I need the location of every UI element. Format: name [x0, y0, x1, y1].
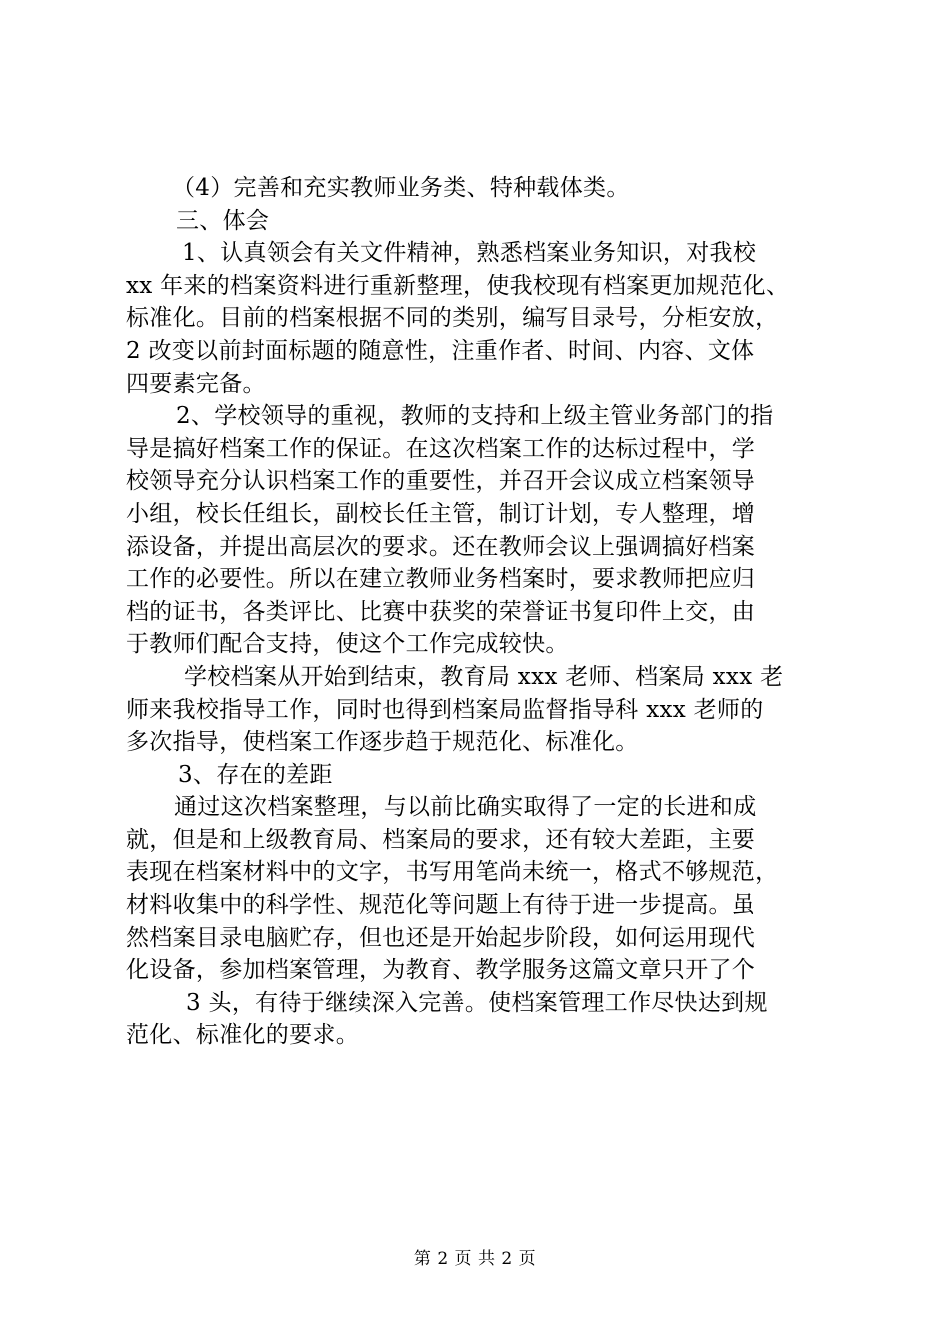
text-line: 添设备，并提出高层次的要求。还在教师会议上强调搞好档案 [126, 533, 756, 560]
text-line: 通过这次档案整理，与以前比确实取得了一定的长进和成 [174, 794, 757, 821]
text-line: 导是搞好档案工作的保证。在这次档案工作的达标过程中，学 [126, 435, 756, 462]
text-line: 3 头，有待于继续深入完善。使档案管理工作尽快达到规 [186, 989, 768, 1016]
text-line: 2 改变以前封面标题的随意性，注重作者、时间、内容、文体 [126, 337, 755, 364]
text-line: 于教师们配合支持，使这个工作完成较快。 [126, 631, 569, 658]
text-line: 多次指导，使档案工作逐步趋于规范化、标准化。 [126, 729, 639, 756]
text-line: 化设备，参加档案管理，为教育、教学服务这篇文章只开了个 [126, 957, 756, 984]
text-line: 就，但是和上级教育局、档案局的要求，还有较大差距，主要 [126, 826, 756, 853]
text-line: 三、体会 [176, 207, 270, 234]
text-line: 表现在档案材料中的文字，书写用笔尚未统一，格式不够规范， [126, 859, 779, 886]
text-line: 标准化。目前的档案根据不同的类别，编写目录号，分柜安放， [126, 305, 779, 332]
text-line: 1、认真领会有关文件精神，熟悉档案业务知识，对我校 [182, 240, 757, 267]
text-line: 师来我校指导工作，同时也得到档案局监督指导科 xxx 老师的 [126, 696, 764, 723]
text-line: 学校档案从开始到结束，教育局 xxx 老师、档案局 xxx 老 [184, 663, 784, 690]
text-line: （4）完善和充实教师业务类、特种载体类。 [172, 175, 630, 201]
text-line: xx 年来的档案资料进行重新整理，使我校现有档案更加规范化、 [126, 272, 790, 299]
text-line: 档的证书，各类评比、比赛中获奖的荣誉证书复印件上交，由 [126, 598, 756, 625]
text-line: 四要素完备。 [126, 370, 266, 397]
text-line: 2、学校领导的重视，教师的支持和上级主管业务部门的指 [176, 403, 774, 430]
page-footer: 第 2 页 共 2 页 [413, 1249, 537, 1269]
text-line: 材料收集中的科学性、规范化等问题上有待于进一步提高。虽 [126, 892, 756, 919]
text-line: 3、存在的差距 [178, 761, 333, 788]
text-line: 校领导充分认识档案工作的重要性，并召开会议成立档案领导 [126, 468, 756, 495]
text-line: 然档案目录电脑贮存，但也还是开始起步阶段，如何运用现代 [126, 924, 756, 951]
document-body [126, 172, 836, 1052]
text-line: 小组，校长任组长，副校长任主管，制订计划，专人整理，增 [126, 500, 756, 527]
text-line: 范化、标准化的要求。 [126, 1022, 359, 1049]
text-line: 工作的必要性。所以在建立教师业务档案时，要求教师把应归 [126, 566, 756, 593]
